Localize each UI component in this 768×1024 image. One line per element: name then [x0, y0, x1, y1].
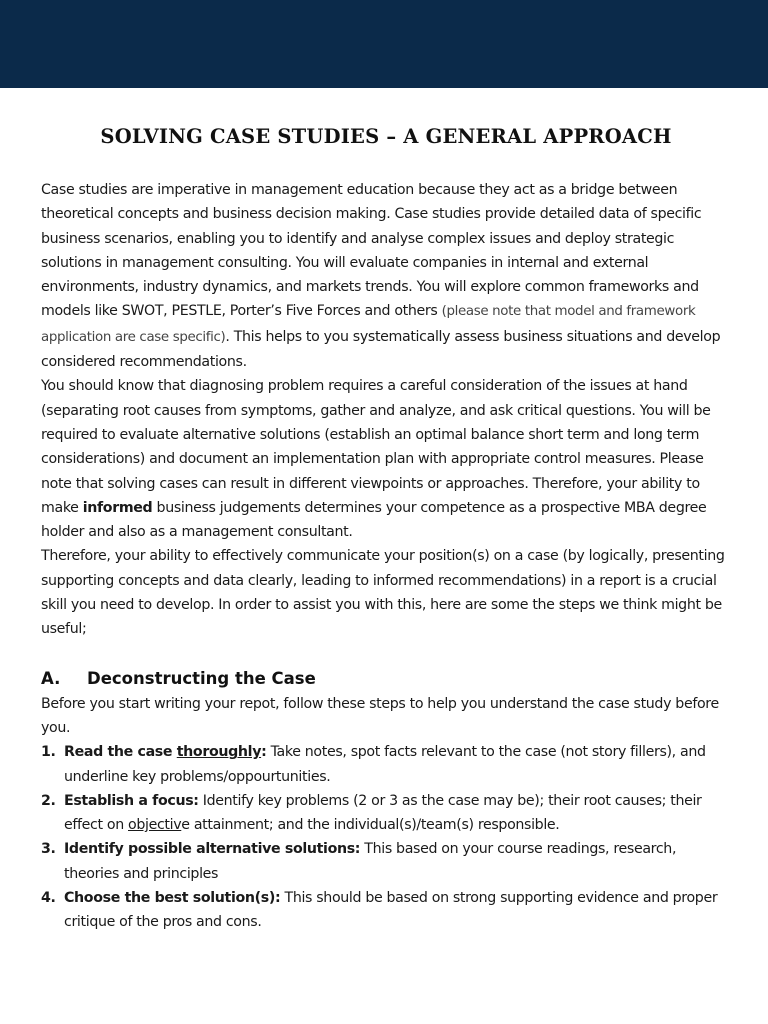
- list-item-text-pre: Identify key problems (2 or 3 as the case may be); their root causes; their effect on: [64, 792, 702, 834]
- list-item: [41, 886, 731, 935]
- list-item-text: This should be based on strong supporting evidence and proper critique of the pros and cons.: [64, 890, 718, 931]
- header-band: [0, 0, 768, 88]
- section-a-lead: Before you start writing your repot, follow these steps to help you understand the case study before you.: [41, 695, 719, 736]
- list-item-bold: [64, 744, 266, 760]
- list-item-number: 2.: [41, 792, 56, 809]
- section-a-heading: [41, 666, 731, 692]
- list-item-bold-post: :: [261, 744, 267, 761]
- list-item: [41, 789, 731, 838]
- list-item: [41, 740, 731, 789]
- list-item-underlined: objectiv: [128, 817, 182, 834]
- spacer: [41, 642, 731, 666]
- document-body: [41, 122, 731, 935]
- list-item-number: 1.: [41, 744, 56, 761]
- intro-paragraph-2-bold: informed: [82, 499, 153, 516]
- list-item-text: This based on your course readings, research, theories and principles: [64, 841, 677, 882]
- list-item-text: Take notes, spot facts relevant to the case (not story fillers), and underline key problems/oppourtunities.: [64, 744, 706, 785]
- page-title: SOLVING CASE STUDIES – A GENERAL APPROACH: [100, 125, 672, 148]
- list-item-number: 4.: [41, 890, 56, 907]
- intro-paragraph-3: Therefore, your ability to effectively communicate your position(s) on a case (by logically, presenting supporting concepts and data clearly, leading to informed recommendations) in a report is a crucial skill you need to develop. In order to assist you with this, here are some the steps we think might be useful;: [41, 548, 725, 638]
- list-item-bold-pre: Read the case: [64, 744, 177, 761]
- steps-list: [41, 740, 731, 934]
- list-item-bold: Establish a focus:: [64, 792, 199, 809]
- intro-paragraph-1-text: Case studies are imperative in management education because they act as a bridge between theoretical concepts and business decision making. Case studies provide detailed data of specific business scenarios, enabling you to identify and analyse complex issues and deploy strategic solutions in management consulting. You will evaluate companies in internal and external environments, industry dynamics, and markets trends. You will explore common frameworks and models like SWOT, PESTLE, Porter’s Five Forces and others: [41, 182, 702, 320]
- intro-paragraph-2-tail: business judgements determines your competence as a prospective MBA degree holder and also as a management consultant.: [41, 499, 707, 541]
- list-item-bold: Identify possible alternative solutions:: [64, 841, 361, 858]
- intro-paragraph-1: [41, 178, 731, 374]
- list-item: [41, 837, 731, 886]
- list-item-text-post: e attainment; and the individual(s)/team(s) responsible.: [181, 817, 560, 834]
- list-item-body: [64, 837, 731, 886]
- list-item-underlined: thoroughly: [176, 744, 262, 761]
- intro-paragraph-2: [41, 374, 731, 544]
- section-a-letter: A.: [41, 668, 61, 688]
- intro-paragraph-2-text: You should know that diagnosing problem requires a careful consideration of the issues at hand (separating root causes from symptoms, gather and analyze, and ask critical questions. You will be required to evaluate alternative solutions (establish an optimal balance short term and long term considerations) and document an implementation plan with appropriate control measures. Please note that solving cases can result in different viewpoints or approaches. Therefore, your ability to make: [41, 378, 711, 516]
- intro-paragraph-1-note: (please note that model and framework application are case specific): [41, 304, 696, 345]
- section-a-title: Deconstructing the Case: [87, 668, 316, 688]
- list-item-number: 3.: [41, 841, 56, 858]
- list-item-body: [64, 789, 731, 838]
- list-item-body: [64, 740, 731, 789]
- intro-paragraph-1-tail: . This helps to you systematically assess business situations and develop considered recommendations.: [41, 328, 721, 371]
- list-item-bold: Choose the best solution(s):: [64, 890, 281, 907]
- list-item-body: [64, 886, 731, 935]
